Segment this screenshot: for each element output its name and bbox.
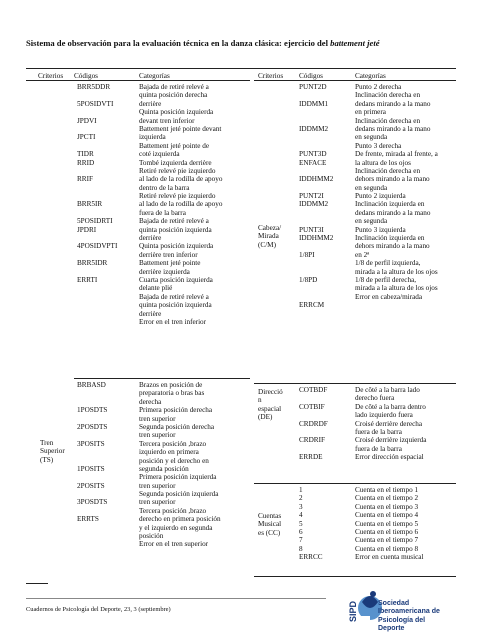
code-cell: 3POSDTS xyxy=(77,498,108,507)
code-cell xyxy=(299,268,333,276)
bottom-rule-left xyxy=(26,583,48,584)
category-line: coté izquierda xyxy=(139,150,180,159)
category-line: Error dirección espacial xyxy=(355,453,424,462)
code-cell: IDDMM1 xyxy=(299,99,329,108)
code-cell: IDDMM2 xyxy=(299,124,329,133)
code-cell xyxy=(77,91,117,99)
category-line: Battement jeté pointe devant xyxy=(139,124,222,133)
footer-citation: Cuadernos de Psicología del Deporte, 23, 3 (septiembre) xyxy=(26,606,171,613)
code-cell: 3POSITS xyxy=(77,439,105,448)
category-line: Quinta posición izquierda xyxy=(139,242,214,251)
category-line: De côté a la barra lado xyxy=(355,386,420,394)
category-line: derrière xyxy=(139,99,162,108)
category-line: Tercera posición ,brazo xyxy=(139,439,207,448)
code-cell: TIDR xyxy=(77,150,94,159)
criterion-line: Tren xyxy=(40,439,54,447)
code-cell: IDDHMM2 xyxy=(299,234,334,243)
code-cell: 6 xyxy=(299,527,303,536)
category-line: Cuenta en el tiempo 5 xyxy=(355,519,419,528)
code-cell: 4POSIDVPTI xyxy=(77,242,118,251)
category-line: devant tren inferior xyxy=(139,116,195,125)
category-line: 1/8 de perfil izquierda, xyxy=(355,259,421,268)
category-line: Inclinación izquierda en xyxy=(355,234,425,243)
code-cell: 5POSIDVTI xyxy=(77,99,114,108)
code-cell xyxy=(299,394,328,402)
code-cell xyxy=(299,217,333,225)
category-line: Retiré relevé pie izquierdo xyxy=(139,192,216,201)
category-line: Punto 3 derecha xyxy=(355,141,402,150)
code-cell xyxy=(299,142,333,150)
code-cell: 1POSDTS xyxy=(77,406,108,415)
code-cell: IDDMM2 xyxy=(299,200,329,209)
category-line: De côté a la barra dentro xyxy=(355,402,426,411)
category-line: Inclinación izquierda en xyxy=(355,200,425,209)
category-line: tren superior xyxy=(139,431,176,440)
category-line: derecho en primera posición xyxy=(139,515,221,524)
category-line: dedans mirando a la mano xyxy=(355,208,431,217)
category-line: la altura de los ojos xyxy=(355,158,411,167)
bottom-rule-right xyxy=(254,576,456,577)
category-line: Cuenta en el tiempo 6 xyxy=(355,527,419,536)
code-cell xyxy=(299,117,333,125)
code-cell xyxy=(77,398,107,406)
category-line: Croisé derrière derecha xyxy=(355,419,423,428)
title-prefix: Sistema de observación para la evaluación técnica en la danza clásica: ejercicio del xyxy=(26,38,331,48)
code-cell xyxy=(299,133,333,141)
code-cell: 2POSITS xyxy=(77,481,105,490)
category-line: De frente, mirada al frente, a xyxy=(355,150,438,159)
cabeza-criterion xyxy=(258,224,281,249)
category-line: Cuenta en el tiempo 3 xyxy=(355,502,419,511)
category-line: derrière xyxy=(139,309,162,318)
category-line: segunda posición xyxy=(139,464,189,473)
code-cell xyxy=(299,108,333,116)
code-cell xyxy=(77,507,107,515)
category-line: Primera posición derecha xyxy=(139,406,213,415)
criterion-line: n xyxy=(258,396,262,405)
category-line: Error en cuenta musical xyxy=(355,553,424,562)
code-cell: 2 xyxy=(299,494,303,503)
code-cell xyxy=(77,108,117,116)
code-cell: PUNT3D xyxy=(299,150,327,159)
category-line: Punto 3 izquierda xyxy=(355,225,406,234)
criterion-line: Mirada xyxy=(258,232,279,241)
category-line: Segunda posición derecha xyxy=(139,422,215,431)
code-cell: 1 xyxy=(299,486,303,494)
code-cell xyxy=(77,431,107,439)
category-line: Cuenta en el tiempo 2 xyxy=(355,494,419,503)
code-cell xyxy=(299,284,333,292)
code-cell xyxy=(299,242,333,250)
code-cell xyxy=(77,389,107,397)
criterion-line: espacial xyxy=(258,404,282,413)
code-cell xyxy=(77,209,117,217)
category-line: Punto 2 izquierda xyxy=(355,192,406,201)
code-cell: 1/8PD xyxy=(299,275,318,284)
code-cell: ERRDE xyxy=(299,453,323,462)
category-line: izquierda xyxy=(139,133,166,142)
category-line: quinta posición izquierda xyxy=(139,301,212,310)
category-line: Bajada de retiré relevé a xyxy=(139,217,209,226)
header-criterios-left: Criterios xyxy=(38,72,64,80)
code-cell: 1/8PI xyxy=(299,250,315,259)
code-cell: BRR5IDR xyxy=(77,259,108,268)
criterion-line: Cabeza/ xyxy=(258,224,282,232)
category-line: derrière izquierda xyxy=(139,267,190,276)
code-cell: 2POSDTS xyxy=(77,422,108,431)
code-cell: RRIF xyxy=(77,175,93,184)
category-line: fuera de la barra xyxy=(139,208,186,217)
category-line: Segunda posición izquierda xyxy=(139,490,219,499)
code-cell xyxy=(77,251,117,259)
code-cell: ERRTI xyxy=(77,275,98,284)
table-title xyxy=(26,38,466,48)
code-cell: 5 xyxy=(299,519,303,528)
category-line: Inclinación derecha en xyxy=(355,116,421,125)
criterion-line: Superior xyxy=(40,447,65,456)
group-rule-de-cc xyxy=(254,483,456,484)
code-cell xyxy=(77,142,117,150)
category-line: tren superior xyxy=(139,498,176,507)
code-cell: ERRCM xyxy=(299,301,325,310)
category-line: dehors mirando a la mano xyxy=(355,175,430,184)
code-cell xyxy=(299,184,333,192)
top-rule xyxy=(26,68,456,69)
code-cell: 3 xyxy=(299,502,303,511)
criterion-line: (DE) xyxy=(258,413,273,422)
header-categorias-right: Categorías xyxy=(355,72,386,80)
category-line: mirada a la altura de los ojos xyxy=(355,284,438,293)
criterion-line: Direcció xyxy=(258,388,283,396)
code-cell: 7 xyxy=(299,536,303,545)
logo-caption-line: Psicología del xyxy=(378,616,426,624)
code-cell: ERRTS xyxy=(77,515,99,524)
category-line: lado izquierdo fuera xyxy=(355,411,413,420)
category-line: Cuenta en el tiempo 4 xyxy=(355,511,419,520)
header-categorias-left: Categorías xyxy=(139,72,170,80)
criterion-line: (C/M) xyxy=(258,240,276,249)
category-line: derecha xyxy=(139,397,162,406)
category-line: derecho fuera xyxy=(355,394,395,403)
criterion-line: Musical xyxy=(258,520,282,529)
code-cell: CRDRDF xyxy=(299,419,328,428)
category-line: fuera de la barra xyxy=(355,427,402,436)
category-line: delante plié xyxy=(139,284,173,293)
code-cell xyxy=(299,411,328,419)
code-cell: JPDVI xyxy=(77,116,97,125)
code-cell: 5POSIDRTI xyxy=(77,217,113,226)
category-line: Cuenta en el tiempo 8 xyxy=(355,544,419,553)
logo-caption xyxy=(378,600,440,634)
cuentas-codes xyxy=(299,486,323,562)
code-cell xyxy=(299,209,333,217)
tren-superior-codes xyxy=(77,381,107,524)
code-cell: BRR5IR xyxy=(77,200,103,209)
code-cell: IDDHMM2 xyxy=(299,175,334,184)
category-line: Inclinación derecha en xyxy=(355,166,421,175)
category-line: Inclinación derecha en xyxy=(355,91,421,100)
category-line: en primera xyxy=(355,108,386,117)
code-cell xyxy=(77,490,107,498)
category-line: en segunda xyxy=(355,183,388,192)
category-line: preparatoria o bras bas xyxy=(139,389,205,398)
code-cell: ENFACE xyxy=(299,158,327,167)
category-line: tren superior xyxy=(139,481,176,490)
direccion-codes xyxy=(299,386,328,462)
category-line: dehors mirando a la mano xyxy=(355,242,430,251)
header-criterios-right: Criterios xyxy=(258,72,284,80)
logo-caption-line: Sociedad xyxy=(378,600,410,607)
code-cell: 4 xyxy=(299,511,303,520)
code-cell: BRBASD xyxy=(77,381,106,389)
code-cell: PUNT2I xyxy=(299,192,324,201)
footer-rule xyxy=(26,598,326,599)
category-line: Cuarta posición izquierda xyxy=(139,275,213,284)
title-term: battement jeté xyxy=(330,38,380,48)
direccion-criterion xyxy=(258,388,283,422)
code-cell: CRDRIF xyxy=(299,436,325,445)
header-codigos-right: Códigos xyxy=(299,72,323,80)
category-line: al lado de la rodilla de apoyo xyxy=(139,200,223,209)
code-cell: COTBIF xyxy=(299,402,325,411)
header-codigos-left: Códigos xyxy=(74,72,98,80)
category-line: y el izquierdo en segunda xyxy=(139,523,213,532)
code-cell xyxy=(77,184,117,192)
tren-inferior-categories xyxy=(139,83,251,326)
code-cell xyxy=(77,167,117,175)
category-line: Bajada de retiré relevé a xyxy=(139,83,209,91)
category-line: dedans mirando a la mano xyxy=(355,99,431,108)
category-line: Cuenta en el tiempo 7 xyxy=(355,536,419,545)
code-cell: JPCTI xyxy=(77,133,96,142)
logo-caption-line: Iberoamericana de xyxy=(378,608,440,616)
category-line: Battement jeté pointe xyxy=(139,259,201,268)
code-cell xyxy=(77,234,117,242)
code-cell xyxy=(77,457,107,465)
cuentas-criterion xyxy=(258,512,281,537)
category-line: Retiré relevé pie izquierdo xyxy=(139,166,216,175)
category-line: Battement jeté pointe de xyxy=(139,141,210,150)
code-cell: COTBDF xyxy=(299,386,328,394)
code-cell xyxy=(77,448,107,456)
category-line: Error en el tren inferior xyxy=(139,317,207,326)
criterion-line: es (CC) xyxy=(258,528,281,537)
code-cell xyxy=(299,445,328,453)
code-cell: BRR5DDR xyxy=(77,83,111,91)
category-line: Tombé izquierda derrière xyxy=(139,158,212,167)
code-cell: ERRCC xyxy=(299,553,323,562)
group-rule-cm-de xyxy=(254,383,456,384)
code-cell xyxy=(77,192,117,200)
category-line: posición y el derecho en xyxy=(139,456,209,465)
category-line: fuera de la barra xyxy=(355,444,402,453)
category-line: derrière tren inferior xyxy=(139,250,198,259)
category-line: mirada a la altura de los ojos xyxy=(355,267,438,276)
category-line: al lado de la rodilla de apoyo xyxy=(139,175,223,184)
category-line: quinta posición derecha xyxy=(139,91,208,100)
code-cell: RRID xyxy=(77,158,95,167)
category-line: dentro de la barra xyxy=(139,183,190,192)
category-line: tren superior xyxy=(139,414,176,423)
category-line: Tercera posición ,brazo xyxy=(139,506,207,515)
category-line: dedans mirando a la mano xyxy=(355,124,431,133)
category-line: Error en cabeza/mirada xyxy=(355,292,423,301)
cuentas-categories xyxy=(355,486,457,562)
tren-superior-categories xyxy=(139,381,251,549)
category-line: en 2ª xyxy=(355,250,370,259)
category-line: Punto 2 derecha xyxy=(355,83,402,91)
code-cell xyxy=(299,91,333,99)
tren-superior-criterion xyxy=(40,439,65,464)
category-line: en segunda xyxy=(355,133,388,142)
code-cell: 8 xyxy=(299,544,303,553)
code-cell: PUNT2D xyxy=(299,83,327,91)
category-line: Bajada de retiré relevé a xyxy=(139,292,209,301)
code-cell xyxy=(299,259,333,267)
code-cell: JPDRI xyxy=(77,225,97,234)
code-cell xyxy=(77,125,117,133)
logo-mark-text: SIPD xyxy=(348,600,358,622)
code-cell: 1POSITS xyxy=(77,464,105,473)
code-cell xyxy=(77,473,107,481)
category-line: Croisé derrière izquierda xyxy=(355,436,427,445)
criterion-line: (TS) xyxy=(40,455,54,464)
category-line: en segunda xyxy=(355,217,388,226)
category-line: Primera posición izquierda xyxy=(139,473,217,482)
code-cell xyxy=(77,268,117,276)
cabeza-codes xyxy=(299,83,333,310)
code-cell xyxy=(299,293,333,301)
code-cell xyxy=(299,428,328,436)
code-cell xyxy=(299,167,333,175)
category-line: posición xyxy=(139,532,164,541)
code-cell xyxy=(77,415,107,423)
category-line: izquierdo en primera xyxy=(139,448,199,457)
criterion-line: Cuentas xyxy=(258,512,282,520)
category-line: Brazos en posición de xyxy=(139,381,203,389)
category-line: 1/8 de perfil derecha, xyxy=(355,275,417,284)
code-cell: PUNT3I xyxy=(299,225,324,234)
direccion-categories xyxy=(355,386,457,462)
category-line: Error en el tren superior xyxy=(139,540,209,549)
cabeza-categories xyxy=(355,83,457,301)
category-line: Cuenta en el tiempo 1 xyxy=(355,486,419,494)
category-line: Quinta posición izquierda xyxy=(139,108,214,117)
logo-caption-line: Deporte xyxy=(378,625,405,633)
category-line: derrière xyxy=(139,234,162,243)
category-line: quinta posición izquierda xyxy=(139,225,212,234)
tren-inferior-codes xyxy=(77,83,117,284)
group-rule-ti-ts xyxy=(74,378,250,379)
